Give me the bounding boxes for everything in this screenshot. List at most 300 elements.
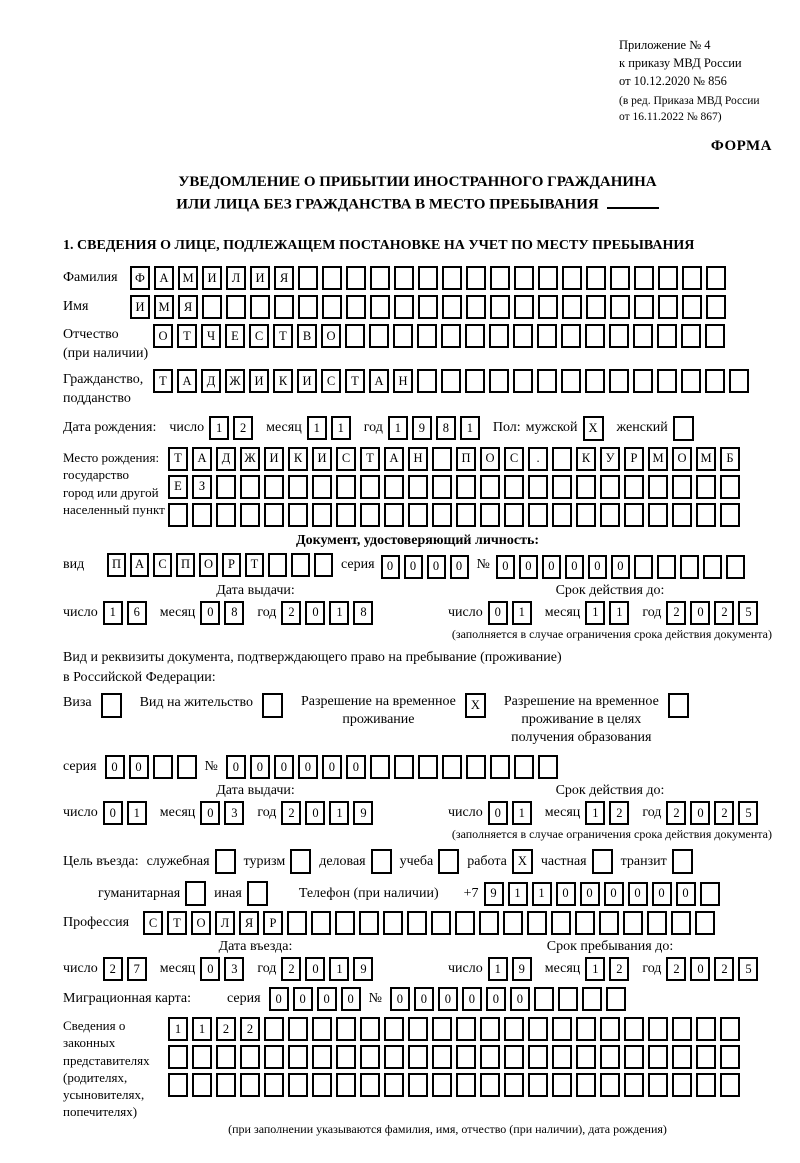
citizenship-field-cell[interactable]: [633, 369, 653, 393]
representatives-field-row3-cell[interactable]: [456, 1073, 476, 1097]
surname-field-cell[interactable]: [538, 266, 558, 290]
purpose-other-checkbox[interactable]: [247, 881, 268, 906]
birth-place-field-row3-cell[interactable]: [696, 503, 716, 527]
patronymic-field-cell[interactable]: [609, 324, 629, 348]
given-name-field-cell[interactable]: [658, 295, 678, 319]
representatives-field-row1-cell[interactable]: [456, 1017, 476, 1041]
entry-year-cell[interactable]: 1: [329, 957, 349, 981]
birth-place-field-row2-cell[interactable]: [624, 475, 644, 499]
surname-field-cell[interactable]: М: [178, 266, 198, 290]
birth-place-field-row3-cell[interactable]: [264, 503, 284, 527]
citizenship-field-cell[interactable]: [681, 369, 701, 393]
stay-valid-year-cell[interactable]: 2: [666, 801, 686, 825]
stay-number-field-cell[interactable]: [442, 755, 462, 779]
representatives-field-row3-cell[interactable]: [672, 1073, 692, 1097]
patronymic-field-cell[interactable]: [513, 324, 533, 348]
representatives-field-row2-cell[interactable]: [576, 1045, 596, 1069]
birth-place-field-row2-cell[interactable]: [576, 475, 596, 499]
doc-kind-field-cell[interactable]: П: [107, 553, 126, 577]
citizenship-field-cell[interactable]: Н: [393, 369, 413, 393]
birth-place-field-row2-cell[interactable]: [480, 475, 500, 499]
patronymic-field-cell[interactable]: [705, 324, 725, 348]
representatives-field-row1-cell[interactable]: [432, 1017, 452, 1041]
birth-place-field-row1-cell[interactable]: И: [264, 447, 284, 471]
representatives-field-row1-cell[interactable]: 2: [216, 1017, 236, 1041]
stay-until-day-cell[interactable]: 1: [488, 957, 508, 981]
birth-place-field-row3-cell[interactable]: [408, 503, 428, 527]
profession-field-cell[interactable]: Л: [215, 911, 235, 935]
citizenship-field-cell[interactable]: К: [273, 369, 293, 393]
stay-until-month-cell[interactable]: 2: [609, 957, 629, 981]
surname-field-cell[interactable]: И: [250, 266, 270, 290]
profession-field-cell[interactable]: [431, 911, 451, 935]
stay-issue-year-cell[interactable]: 1: [329, 801, 349, 825]
purpose-private-checkbox[interactable]: [592, 849, 613, 874]
doc-number-field-cell[interactable]: [680, 555, 699, 579]
representatives-field-row2-cell[interactable]: [432, 1045, 452, 1069]
birth-place-field-row2-cell[interactable]: [432, 475, 452, 499]
citizenship-field-cell[interactable]: [489, 369, 509, 393]
mc-number-field-cell[interactable]: [534, 987, 554, 1011]
surname-field-cell[interactable]: [322, 266, 342, 290]
birth-place-field-row3-cell[interactable]: [576, 503, 596, 527]
temp-residence-checkbox[interactable]: X: [465, 693, 486, 718]
surname-field-cell[interactable]: [514, 266, 534, 290]
birth-place-field-row2-cell[interactable]: [528, 475, 548, 499]
stay-series-field-cell[interactable]: 0: [105, 755, 125, 779]
stay-issue-month-cell[interactable]: 0: [200, 801, 220, 825]
stay-issue-year-cell[interactable]: 2: [281, 801, 301, 825]
citizenship-field-cell[interactable]: [441, 369, 461, 393]
birth-place-field-row1-cell[interactable]: Т: [360, 447, 380, 471]
representatives-field-row2-cell[interactable]: [720, 1045, 740, 1069]
birth-place-field-row2-cell[interactable]: [384, 475, 404, 499]
stay-series-field-cell[interactable]: [153, 755, 173, 779]
doc-issue-month-cell[interactable]: 8: [224, 601, 244, 625]
representatives-field-row1-cell[interactable]: [576, 1017, 596, 1041]
doc-kind-field-cell[interactable]: [291, 553, 310, 577]
birth-place-field-row2-cell[interactable]: [312, 475, 332, 499]
citizenship-field-cell[interactable]: [513, 369, 533, 393]
birth-place-field-row1-cell[interactable]: П: [456, 447, 476, 471]
birth-place-field-row1-cell[interactable]: У: [600, 447, 620, 471]
stay-until-year-cell[interactable]: 0: [690, 957, 710, 981]
representatives-field-row3-cell[interactable]: [528, 1073, 548, 1097]
representatives-field-row3-cell[interactable]: [576, 1073, 596, 1097]
representatives-field-row2-cell[interactable]: [552, 1045, 572, 1069]
representatives-field-row2-cell[interactable]: [384, 1045, 404, 1069]
birth-place-field-row3-cell[interactable]: [192, 503, 212, 527]
doc-number-field-cell[interactable]: 0: [611, 555, 630, 579]
phone-field-cell[interactable]: 0: [604, 882, 624, 906]
mc-number-field-cell[interactable]: 0: [414, 987, 434, 1011]
surname-field-cell[interactable]: Я: [274, 266, 294, 290]
given-name-field-cell[interactable]: [514, 295, 534, 319]
representatives-field-row3-cell[interactable]: [720, 1073, 740, 1097]
representatives-field-row2-cell[interactable]: [672, 1045, 692, 1069]
stay-issue-year-cell[interactable]: 0: [305, 801, 325, 825]
representatives-field-row1-cell[interactable]: [528, 1017, 548, 1041]
citizenship-field-cell[interactable]: Т: [345, 369, 365, 393]
stay-issue-month-cell[interactable]: 3: [224, 801, 244, 825]
purpose-business-checkbox[interactable]: [371, 849, 392, 874]
representatives-field-row2-cell[interactable]: [216, 1045, 236, 1069]
citizenship-field-cell[interactable]: [705, 369, 725, 393]
given-name-field-cell[interactable]: [442, 295, 462, 319]
doc-kind-field-cell[interactable]: С: [153, 553, 172, 577]
profession-field-cell[interactable]: С: [143, 911, 163, 935]
patronymic-field-cell[interactable]: [465, 324, 485, 348]
birth-place-field-row3-cell[interactable]: [528, 503, 548, 527]
birth-place-field-row2-cell[interactable]: [720, 475, 740, 499]
birth-place-field-row2-cell[interactable]: [264, 475, 284, 499]
stay-number-field-cell[interactable]: [370, 755, 390, 779]
profession-field-cell[interactable]: [599, 911, 619, 935]
birth-year-field-cell[interactable]: 8: [436, 416, 456, 440]
birth-place-field-row3-cell[interactable]: [312, 503, 332, 527]
citizenship-field-cell[interactable]: [561, 369, 581, 393]
doc-valid-year-cell[interactable]: 0: [690, 601, 710, 625]
phone-field-cell[interactable]: 9: [484, 882, 504, 906]
representatives-field-row3-cell[interactable]: [264, 1073, 284, 1097]
birth-place-field-row3-cell[interactable]: [432, 503, 452, 527]
representatives-field-row1-cell[interactable]: [720, 1017, 740, 1041]
profession-field-cell[interactable]: [287, 911, 307, 935]
phone-field-cell[interactable]: 0: [652, 882, 672, 906]
representatives-field-row1-cell[interactable]: [408, 1017, 428, 1041]
stay-issue-year-cell[interactable]: 9: [353, 801, 373, 825]
citizenship-field-cell[interactable]: [417, 369, 437, 393]
given-name-field-cell[interactable]: [394, 295, 414, 319]
representatives-field-row1-cell[interactable]: [360, 1017, 380, 1041]
representatives-field-row3-cell[interactable]: [432, 1073, 452, 1097]
representatives-field-row2-cell[interactable]: [288, 1045, 308, 1069]
stay-number-field-cell[interactable]: 0: [226, 755, 246, 779]
mc-number-field-cell[interactable]: 0: [438, 987, 458, 1011]
stay-number-field-cell[interactable]: [538, 755, 558, 779]
birth-place-field-row2-cell[interactable]: [672, 475, 692, 499]
birth-place-field-row2-cell[interactable]: [360, 475, 380, 499]
birth-year-field-cell[interactable]: 1: [460, 416, 480, 440]
sex-female-checkbox[interactable]: [673, 416, 694, 441]
patronymic-field-cell[interactable]: [489, 324, 509, 348]
doc-kind-field-cell[interactable]: А: [130, 553, 149, 577]
birth-place-field-row2-cell[interactable]: [288, 475, 308, 499]
patronymic-field-cell[interactable]: [441, 324, 461, 348]
patronymic-field-cell[interactable]: Е: [225, 324, 245, 348]
birth-place-field-row1-cell[interactable]: С: [336, 447, 356, 471]
stay-valid-month-cell[interactable]: 2: [609, 801, 629, 825]
mc-number-field-cell[interactable]: 0: [510, 987, 530, 1011]
birth-place-field-row1-cell[interactable]: К: [576, 447, 596, 471]
surname-field-cell[interactable]: [298, 266, 318, 290]
profession-field-cell[interactable]: [455, 911, 475, 935]
stay-issue-day-cell[interactable]: 0: [103, 801, 123, 825]
purpose-humanitarian-checkbox[interactable]: [185, 881, 206, 906]
stay-valid-day-cell[interactable]: 1: [512, 801, 532, 825]
birth-place-field-row3-cell[interactable]: [600, 503, 620, 527]
citizenship-field-cell[interactable]: [465, 369, 485, 393]
stay-valid-year-cell[interactable]: 0: [690, 801, 710, 825]
surname-field-cell[interactable]: Л: [226, 266, 246, 290]
doc-number-field-cell[interactable]: 0: [496, 555, 515, 579]
birth-place-field-row1-cell[interactable]: .: [528, 447, 548, 471]
stay-until-day-cell[interactable]: 9: [512, 957, 532, 981]
patronymic-field-cell[interactable]: [393, 324, 413, 348]
doc-valid-month-cell[interactable]: 1: [609, 601, 629, 625]
given-name-field-cell[interactable]: [418, 295, 438, 319]
profession-field-cell[interactable]: [575, 911, 595, 935]
citizenship-field-cell[interactable]: А: [177, 369, 197, 393]
birth-place-field-row1-cell[interactable]: [432, 447, 452, 471]
phone-field-cell[interactable]: 1: [532, 882, 552, 906]
stay-number-field-cell[interactable]: 0: [250, 755, 270, 779]
surname-field-cell[interactable]: [490, 266, 510, 290]
given-name-field-cell[interactable]: [226, 295, 246, 319]
given-name-field-cell[interactable]: М: [154, 295, 174, 319]
profession-field-cell[interactable]: [695, 911, 715, 935]
surname-field-cell[interactable]: [562, 266, 582, 290]
patronymic-field-cell[interactable]: [369, 324, 389, 348]
birth-place-field-row1-cell[interactable]: С: [504, 447, 524, 471]
birth-place-field-row3-cell[interactable]: [648, 503, 668, 527]
birth-place-field-row3-cell[interactable]: [720, 503, 740, 527]
surname-field-cell[interactable]: [658, 266, 678, 290]
given-name-field-cell[interactable]: [634, 295, 654, 319]
given-name-field-cell[interactable]: [610, 295, 630, 319]
representatives-field-row1-cell[interactable]: [312, 1017, 332, 1041]
representatives-field-row3-cell[interactable]: [384, 1073, 404, 1097]
representatives-field-row1-cell[interactable]: [504, 1017, 524, 1041]
representatives-field-row2-cell[interactable]: [336, 1045, 356, 1069]
sex-male-checkbox[interactable]: X: [583, 416, 604, 441]
doc-issue-year-cell[interactable]: 0: [305, 601, 325, 625]
birth-day-field-cell[interactable]: 1: [209, 416, 229, 440]
citizenship-field-cell[interactable]: С: [321, 369, 341, 393]
profession-field-cell[interactable]: О: [191, 911, 211, 935]
representatives-field-row1-cell[interactable]: 1: [168, 1017, 188, 1041]
representatives-field-row2-cell[interactable]: [408, 1045, 428, 1069]
representatives-field-row3-cell[interactable]: [216, 1073, 236, 1097]
birth-place-field-row3-cell[interactable]: [672, 503, 692, 527]
birth-place-field-row2-cell[interactable]: [336, 475, 356, 499]
doc-number-field-cell[interactable]: [657, 555, 676, 579]
doc-number-field-cell[interactable]: [703, 555, 722, 579]
given-name-field-cell[interactable]: [322, 295, 342, 319]
representatives-field-row3-cell[interactable]: [480, 1073, 500, 1097]
doc-series-field-cell[interactable]: 0: [450, 555, 469, 579]
birth-year-field-cell[interactable]: 1: [388, 416, 408, 440]
representatives-field-row3-cell[interactable]: [168, 1073, 188, 1097]
entry-month-cell[interactable]: 3: [224, 957, 244, 981]
representatives-field-row2-cell[interactable]: [240, 1045, 260, 1069]
representatives-field-row1-cell[interactable]: [696, 1017, 716, 1041]
entry-year-cell[interactable]: 9: [353, 957, 373, 981]
profession-field-cell[interactable]: Т: [167, 911, 187, 935]
surname-field-cell[interactable]: [466, 266, 486, 290]
representatives-field-row3-cell[interactable]: [240, 1073, 260, 1097]
stay-number-field-cell[interactable]: [466, 755, 486, 779]
profession-field-cell[interactable]: Я: [239, 911, 259, 935]
representatives-field-row3-cell[interactable]: [192, 1073, 212, 1097]
entry-month-cell[interactable]: 0: [200, 957, 220, 981]
representatives-field-row2-cell[interactable]: [504, 1045, 524, 1069]
birth-month-field-cell[interactable]: 1: [331, 416, 351, 440]
profession-field-cell[interactable]: [383, 911, 403, 935]
birth-place-field-row3-cell[interactable]: [288, 503, 308, 527]
birth-place-field-row1-cell[interactable]: М: [648, 447, 668, 471]
birth-place-field-row3-cell[interactable]: [168, 503, 188, 527]
representatives-field-row3-cell[interactable]: [408, 1073, 428, 1097]
surname-field-cell[interactable]: [706, 266, 726, 290]
doc-valid-year-cell[interactable]: 2: [666, 601, 686, 625]
mc-series-field-cell[interactable]: 0: [293, 987, 313, 1011]
representatives-field-row1-cell[interactable]: [672, 1017, 692, 1041]
birth-place-field-row1-cell[interactable]: О: [480, 447, 500, 471]
citizenship-field-cell[interactable]: И: [297, 369, 317, 393]
surname-field-cell[interactable]: [634, 266, 654, 290]
birth-place-field-row1-cell[interactable]: И: [312, 447, 332, 471]
profession-field-cell[interactable]: [527, 911, 547, 935]
representatives-field-row1-cell[interactable]: [600, 1017, 620, 1041]
representatives-field-row1-cell[interactable]: [264, 1017, 284, 1041]
birth-place-field-row2-cell[interactable]: [240, 475, 260, 499]
mc-number-field-cell[interactable]: [606, 987, 626, 1011]
mc-number-field-cell[interactable]: 0: [462, 987, 482, 1011]
given-name-field-cell[interactable]: [706, 295, 726, 319]
profession-field-cell[interactable]: [407, 911, 427, 935]
patronymic-field-cell[interactable]: [417, 324, 437, 348]
birth-place-field-row1-cell[interactable]: К: [288, 447, 308, 471]
doc-issue-month-cell[interactable]: 0: [200, 601, 220, 625]
purpose-official-checkbox[interactable]: [215, 849, 236, 874]
citizenship-field-cell[interactable]: [657, 369, 677, 393]
birth-month-field-cell[interactable]: 1: [307, 416, 327, 440]
birth-place-field-row1-cell[interactable]: А: [384, 447, 404, 471]
representatives-field-row2-cell[interactable]: [360, 1045, 380, 1069]
birth-place-field-row1-cell[interactable]: А: [192, 447, 212, 471]
entry-day-cell[interactable]: 2: [103, 957, 123, 981]
birth-place-field-row2-cell[interactable]: [504, 475, 524, 499]
birth-place-field-row3-cell[interactable]: [240, 503, 260, 527]
birth-place-field-row1-cell[interactable]: Н: [408, 447, 428, 471]
representatives-field-row2-cell[interactable]: [312, 1045, 332, 1069]
representatives-field-row2-cell[interactable]: [696, 1045, 716, 1069]
mc-series-field-cell[interactable]: 0: [269, 987, 289, 1011]
representatives-field-row3-cell[interactable]: [624, 1073, 644, 1097]
birth-place-field-row3-cell[interactable]: [336, 503, 356, 527]
doc-series-field-cell[interactable]: 0: [404, 555, 423, 579]
birth-place-field-row1-cell[interactable]: М: [696, 447, 716, 471]
entry-year-cell[interactable]: 0: [305, 957, 325, 981]
birth-day-field-cell[interactable]: 2: [233, 416, 253, 440]
representatives-field-row1-cell[interactable]: 2: [240, 1017, 260, 1041]
mc-number-field-cell[interactable]: [558, 987, 578, 1011]
citizenship-field-cell[interactable]: А: [369, 369, 389, 393]
stay-number-field-cell[interactable]: [418, 755, 438, 779]
title-blank-line[interactable]: [607, 193, 659, 209]
citizenship-field-cell[interactable]: [729, 369, 749, 393]
stay-until-year-cell[interactable]: 5: [738, 957, 758, 981]
doc-number-field-cell[interactable]: 0: [588, 555, 607, 579]
doc-kind-field-cell[interactable]: Р: [222, 553, 241, 577]
phone-field-cell[interactable]: 0: [676, 882, 696, 906]
representatives-field-row2-cell[interactable]: [192, 1045, 212, 1069]
phone-field-cell[interactable]: [700, 882, 720, 906]
given-name-field-cell[interactable]: [586, 295, 606, 319]
patronymic-field-cell[interactable]: [657, 324, 677, 348]
profession-field-cell[interactable]: [335, 911, 355, 935]
birth-place-field-row3-cell[interactable]: [456, 503, 476, 527]
given-name-field-cell[interactable]: [298, 295, 318, 319]
stay-until-year-cell[interactable]: 2: [666, 957, 686, 981]
mc-series-field-cell[interactable]: 0: [341, 987, 361, 1011]
patronymic-field-cell[interactable]: Ч: [201, 324, 221, 348]
patronymic-field-cell[interactable]: О: [321, 324, 341, 348]
patronymic-field-cell[interactable]: С: [249, 324, 269, 348]
citizenship-field-cell[interactable]: Т: [153, 369, 173, 393]
given-name-field-cell[interactable]: [274, 295, 294, 319]
birth-place-field-row3-cell[interactable]: [504, 503, 524, 527]
surname-field-cell[interactable]: [442, 266, 462, 290]
stay-number-field-cell[interactable]: [394, 755, 414, 779]
doc-valid-day-cell[interactable]: 1: [512, 601, 532, 625]
doc-kind-field-cell[interactable]: О: [199, 553, 218, 577]
phone-field-cell[interactable]: 0: [628, 882, 648, 906]
birth-place-field-row2-cell[interactable]: [408, 475, 428, 499]
doc-number-field-cell[interactable]: [726, 555, 745, 579]
residence-permit-checkbox[interactable]: [262, 693, 283, 718]
birth-place-field-row1-cell[interactable]: Р: [624, 447, 644, 471]
given-name-field-cell[interactable]: [682, 295, 702, 319]
stay-valid-year-cell[interactable]: 2: [714, 801, 734, 825]
purpose-work-checkbox[interactable]: X: [512, 849, 533, 874]
stay-issue-day-cell[interactable]: 1: [127, 801, 147, 825]
profession-field-cell[interactable]: [359, 911, 379, 935]
citizenship-field-cell[interactable]: [585, 369, 605, 393]
surname-field-cell[interactable]: [586, 266, 606, 290]
representatives-field-row3-cell[interactable]: [288, 1073, 308, 1097]
representatives-field-row1-cell[interactable]: [552, 1017, 572, 1041]
profession-field-cell[interactable]: [647, 911, 667, 935]
representatives-field-row1-cell[interactable]: [648, 1017, 668, 1041]
representatives-field-row3-cell[interactable]: [336, 1073, 356, 1097]
stay-until-year-cell[interactable]: 2: [714, 957, 734, 981]
given-name-field-cell[interactable]: [346, 295, 366, 319]
mc-number-field-cell[interactable]: 0: [390, 987, 410, 1011]
representatives-field-row1-cell[interactable]: 1: [192, 1017, 212, 1041]
stay-number-field-cell[interactable]: 0: [322, 755, 342, 779]
patronymic-field-cell[interactable]: В: [297, 324, 317, 348]
doc-valid-day-cell[interactable]: 0: [488, 601, 508, 625]
stay-number-field-cell[interactable]: 0: [274, 755, 294, 779]
doc-number-field-cell[interactable]: 0: [519, 555, 538, 579]
patronymic-field-cell[interactable]: [561, 324, 581, 348]
doc-valid-year-cell[interactable]: 2: [714, 601, 734, 625]
stay-valid-year-cell[interactable]: 5: [738, 801, 758, 825]
surname-field-cell[interactable]: [370, 266, 390, 290]
given-name-field-cell[interactable]: [538, 295, 558, 319]
representatives-field-row2-cell[interactable]: [648, 1045, 668, 1069]
surname-field-cell[interactable]: [682, 266, 702, 290]
birth-place-field-row1-cell[interactable]: [552, 447, 572, 471]
surname-field-cell[interactable]: [346, 266, 366, 290]
profession-field-cell[interactable]: [311, 911, 331, 935]
representatives-field-row1-cell[interactable]: [624, 1017, 644, 1041]
birth-place-field-row3-cell[interactable]: [480, 503, 500, 527]
representatives-field-row2-cell[interactable]: [528, 1045, 548, 1069]
mc-series-field-cell[interactable]: 0: [317, 987, 337, 1011]
